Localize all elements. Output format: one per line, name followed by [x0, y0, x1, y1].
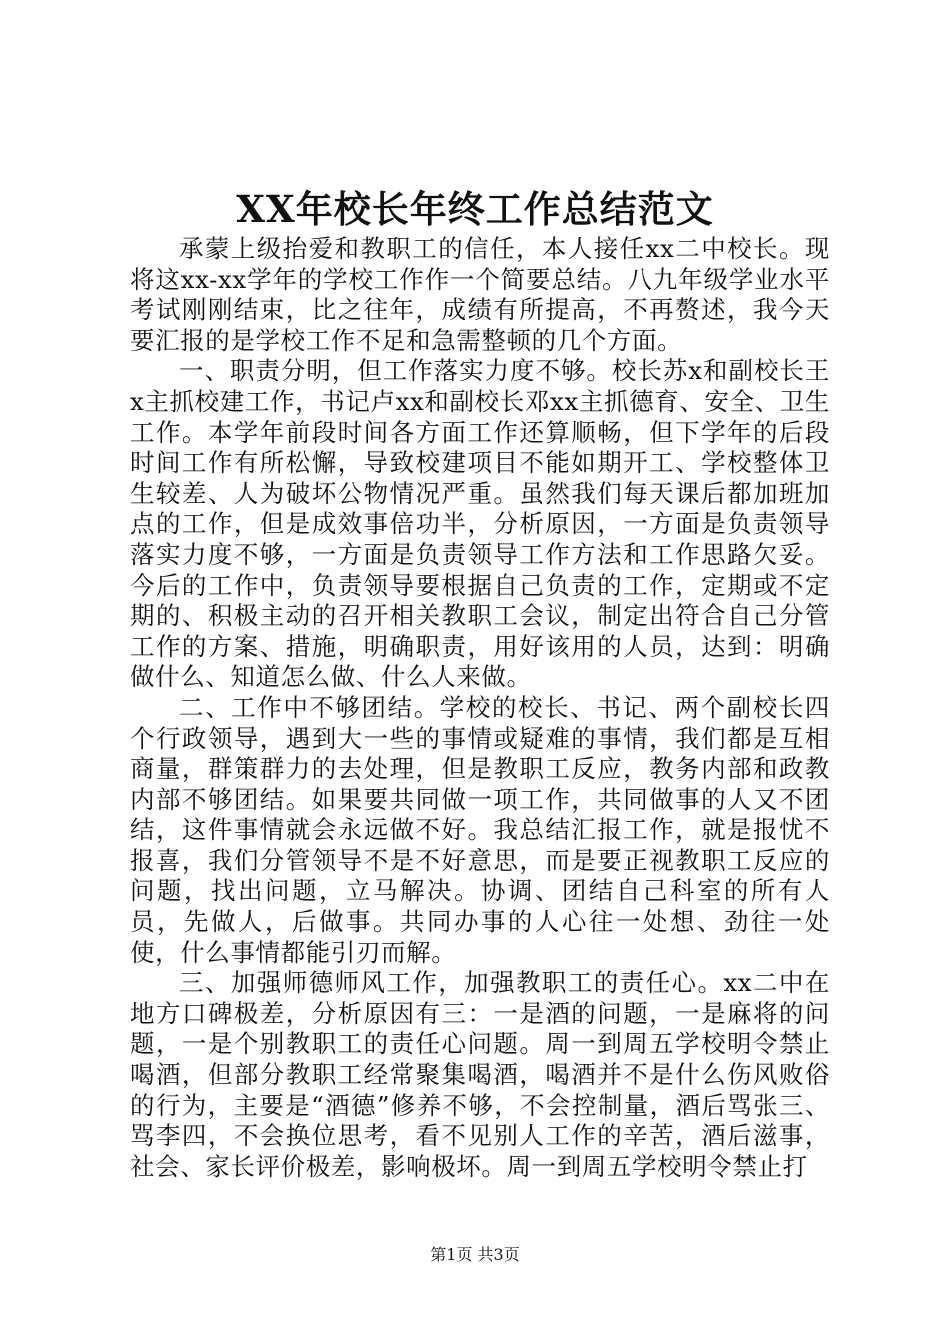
paragraph-section-1: 一、职责分明，但工作落实力度不够。校长苏x和副校长王x主抓校建工作，书记卢xx和副校长邓xx主抓德育、安全、卫生工作。本学年前段时间各方面工作还算顺畅，但下学年的后段时间工作有所松懈，导致校建项目不能如期开工、学校整体卫生较差、人为破坏公物情况严重。虽然我们每天课后都加班加点的工作，但是成效事倍功半，分析原因，一方面是负责领导落实力度不够，一方面是负责领导工作方法和工作思路欠妥。今后的工作中，负责领导要根据自己负责的工作，定期或不定期的、积极主动的召开相关教职工会议，制定出符合自己分管工作的方案、措施，明确职责，用好该用的人员，达到：明确做什么、知道怎么做、什么人来做。: [130, 356, 830, 692]
page-footer: 第1页 共3页: [430, 1245, 520, 1264]
document-title: XX年校长年终工作总结范文: [236, 187, 714, 231]
paragraph-intro: 承蒙上级抬爱和教职工的信任，本人接任xx二中校长。现将这xx-xx学年的学校工作作一个简要总结。八九年级学业水平考试刚刚结束，比之往年，成绩有所提高，不再赘述，我今天要汇报的是学校工作不足和急需整顿的几个方面。: [130, 234, 830, 355]
paragraph-section-2: 二、工作中不够团结。学校的校长、书记、两个副校长四个行政领导，遇到大一些的事情或疑难的事情，我们都是互相商量，群策群力的去处理，但是教职工反应，教务内部和政教内部不够团结。如果要共同做一项工作，共同做事的人又不团结，这件事情就会永远做不好。我总结汇报工作，就是报忧不报喜，我们分管领导不是不好意思，而是要正视教职工反应的问题，找出问题，立马解决。协调、团结自己科室的所有人员，先做人，后做事。共同办事的人心往一处想、劲往一处使，什么事情都能引刃而解。: [130, 692, 830, 967]
paragraph-section-3: 三、加强师德师风工作，加强教职工的责任心。xx二中在地方口碑极差，分析原因有三：一是酒的问题，一是麻将的问题，一是个别教职工的责任心问题。周一到周五学校明令禁止喝酒，但部分教职工经常聚集喝酒，喝酒并不是什么伤风败俗的行为，主要是“酒德”修养不够，不会控制量，酒后骂张三、骂李四，不会换位思考，看不见别人工作的辛苦，酒后滋事，社会、家长评价极差，影响极坏。周一到周五学校明令禁止打: [130, 968, 830, 1181]
document-body: [130, 234, 830, 1182]
